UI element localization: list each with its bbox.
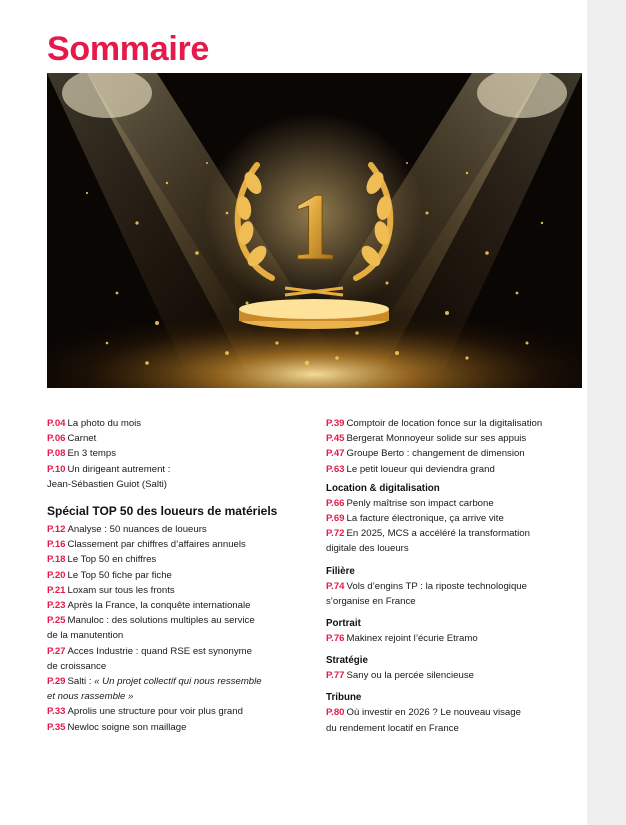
toc-entry[interactable] [326,631,576,646]
page-number: P.39 [326,418,345,429]
toc-entry[interactable] [47,431,292,446]
toc-entry[interactable] [47,552,292,567]
page-number: P.72 [326,528,345,540]
section-heading: Location & digitalisation [326,482,440,494]
page-number: P.76 [326,633,345,645]
trophy-laurel-icon [47,73,582,388]
toc-entry[interactable] [47,720,292,735]
toc-entry[interactable] [47,537,292,552]
entry-quote-continued: et nous rassemble » [47,691,134,703]
entry-title: Un dirigeant autrement : [67,463,171,475]
entry-title: Le petit loueur qui deviendra grand [346,463,495,475]
toc-entry[interactable] [326,526,576,556]
entry-title-continued: s’organise en France [326,595,416,607]
entry-title: Analyse : 50 nuances de loueurs [67,524,207,536]
page-number: P.63 [326,463,345,475]
entry-title: En 2025, MCS a accéléré la transformation [346,528,530,540]
page-number: P.21 [47,584,66,596]
page-number: P.10 [47,463,66,475]
entry-title: Salti : [67,676,95,688]
page-number: P.35 [47,721,66,733]
page-number: P.77 [326,670,345,682]
toc-entry[interactable] [47,568,292,583]
entry-title: Aprolis une structure pour voir plus grand [67,706,243,718]
toc-entry[interactable] [47,674,292,704]
section-heading: Tribune [326,692,362,704]
entry-title: Comptoir de location fonce sur la digitalisation [346,418,543,429]
page-number: P.04 [47,418,66,429]
toc-entry[interactable] [47,416,292,431]
page-number: P.18 [47,554,66,566]
section-heading: Portrait [326,618,361,630]
page-number: P.16 [47,539,66,551]
entry-title: Sany ou la percée silencieuse [346,670,474,682]
section-heading: Filière [326,565,355,577]
toc-entry[interactable] [326,462,576,477]
entry-title: Vols d’engins TP : la riposte technologique [346,580,527,592]
page-number: P.29 [47,676,66,688]
page-number: P.80 [326,707,345,719]
entry-title-continued: Jean-Sébastien Guiot (Salti) [47,478,167,490]
toc-entry[interactable] [326,496,576,511]
svg-text:1: 1 [290,173,338,280]
entry-title-continued: du rendement locatif en France [326,722,459,734]
page-number: P.06 [47,433,66,445]
page-number: P.69 [326,513,345,525]
entry-title: Après la France, la conquête internationale [67,600,251,612]
page-number: P.23 [47,600,66,612]
page-title: Sommaire [47,30,210,68]
toc-entry[interactable] [47,644,292,674]
hero-image [47,73,582,388]
toc-entry[interactable] [326,416,576,431]
page-number: P.08 [47,448,66,460]
page-number: P.33 [47,706,66,718]
entry-title: Où investir en 2026 ? Le nouveau visage [346,707,521,719]
page-number: P.20 [47,569,66,581]
page-number: P.45 [326,433,345,445]
entry-title: Le Top 50 fiche par fiche [67,569,172,581]
toc-entry[interactable] [47,522,292,537]
entry-title: La photo du mois [67,418,142,429]
page-number: P.74 [326,580,345,592]
entry-title: Carnet [67,433,97,445]
entry-title-continued: de croissance [47,660,107,672]
entry-title: Loxam sur tous les fronts [67,584,175,596]
entry-title: Bergerat Monnoyeur solide sur ses appuis [346,433,527,445]
page-number: P.27 [47,645,66,657]
toc-entry[interactable] [47,598,292,613]
section-heading: Spécial TOP 50 des loueurs de matériels [47,504,278,519]
toc-entry[interactable] [326,511,576,526]
entry-title: Makinex rejoint l’écurie Etramo [346,633,478,645]
entry-title-continued: de la manutention [47,630,124,642]
entry-title: En 3 temps [67,448,117,460]
toc-entry[interactable] [47,704,292,719]
page-number: P.47 [326,448,345,460]
entry-quote: « Un projet collectif qui nous ressemble [94,676,262,688]
entry-title: Le Top 50 en chiffres [67,554,157,566]
entry-title: Newloc soigne son maillage [67,721,187,733]
entry-title: Manuloc : des solutions multiples au service [67,615,255,627]
entry-title: Penly maîtrise son impact carbone [346,497,494,509]
entry-title: Classement par chiffres d’affaires annuels [67,539,246,551]
toc-left-column [47,416,292,735]
toc-entry[interactable] [326,705,576,735]
section-heading: Stratégie [326,655,368,667]
toc-entry[interactable] [47,583,292,598]
toc-entry[interactable] [47,613,292,643]
toc-entry[interactable] [47,462,292,492]
toc-entry[interactable] [326,431,576,446]
entry-title: La facture électronique, ça arrive vite [346,513,504,525]
toc-entry[interactable] [326,668,576,683]
toc-entry[interactable] [326,579,576,609]
entry-title-continued: digitale des loueurs [326,543,409,555]
toc-right-column [326,416,576,736]
page-number: P.25 [47,615,66,627]
page-edge-band [587,0,626,825]
toc-entry[interactable] [47,446,292,461]
entry-title: Acces Industrie : quand RSE est synonyme [67,645,253,657]
page-number: P.66 [326,497,345,509]
page-number: P.12 [47,524,66,536]
entry-title: Groupe Berto : changement de dimension [346,448,525,460]
toc-entry[interactable] [326,446,576,461]
